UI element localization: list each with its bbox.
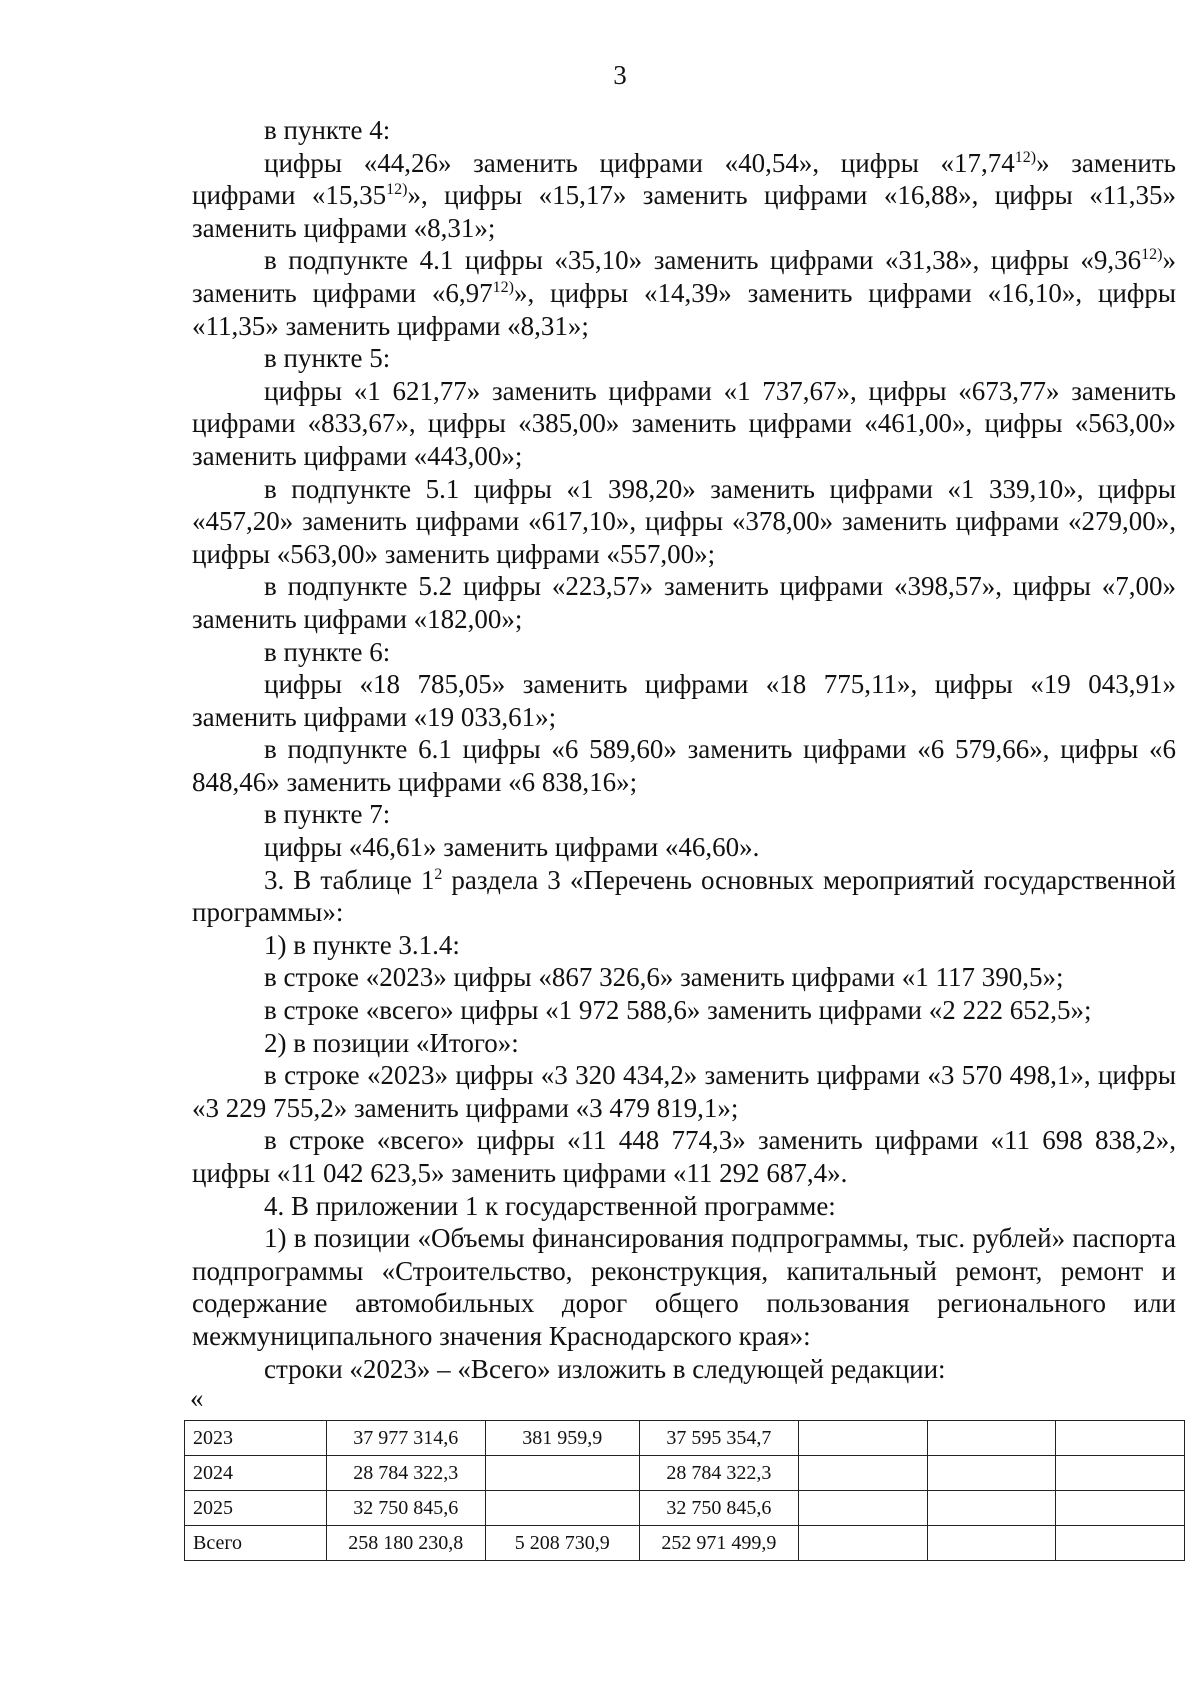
superscript: 2 (434, 865, 443, 883)
row-label-cell: 2024 (185, 1456, 327, 1491)
text-run: », цифры «14,39» заменить цифрами «16,10», цифры «11,35» заменить цифрами «8,31»; (192, 277, 1176, 341)
financing-table (184, 1420, 1185, 1561)
paragraph: 1) в пункте 3.1.4: (264, 929, 460, 960)
value-cell (1056, 1526, 1185, 1561)
text-run: 3. В таблице 1 (264, 864, 435, 895)
paragraph (192, 147, 1176, 245)
paragraph: цифры «46,61» заменить цифрами «46,60». (264, 832, 760, 863)
value-cell: 5 208 730,9 (485, 1526, 639, 1561)
value-cell: 37 595 354,7 (639, 1421, 798, 1456)
document-body (192, 114, 1176, 1385)
paragraph: в строке «всего» цифры «11 448 774,3» заменить цифрами «11 698 838,2», цифры «11 042 623,5» заменить цифрами «11 292 687,4». (192, 1125, 1176, 1188)
value-cell: 32 750 845,6 (639, 1491, 798, 1526)
value-cell (1056, 1421, 1185, 1456)
value-cell (798, 1491, 927, 1526)
value-cell (927, 1491, 1056, 1526)
paragraph: в пункте 6: (264, 636, 391, 667)
table-row (185, 1526, 1185, 1561)
value-cell (798, 1421, 927, 1456)
value-cell: 32 750 845,6 (326, 1491, 485, 1526)
value-cell: 28 784 322,3 (639, 1456, 798, 1491)
paragraph: в пункте 4: (264, 115, 391, 145)
row-label-cell: Всего (185, 1526, 327, 1561)
table-row (185, 1491, 1185, 1526)
value-cell: 258 180 230,8 (326, 1526, 485, 1561)
table-row (185, 1421, 1185, 1456)
paragraph: цифры «18 785,05» заменить цифрами «18 775,11», цифры «19 043,91» заменить цифрами «19 033,61»; (192, 669, 1176, 732)
paragraph: в строке «2023» цифры «867 326,6» заменить цифрами «1 117 390,5»; (264, 962, 1064, 993)
paragraph: 2) в позиции «Итого»: (264, 1027, 519, 1058)
row-label-cell: 2025 (185, 1491, 327, 1526)
paragraph: 4. В приложении 1 к государственной программе: (264, 1190, 836, 1221)
paragraph: 1) в позиции «Объемы финансирования подпрограммы, тыс. рублей» паспорта подпрограммы «Строительство, реконструкция, капитальный ремонт, ремонт и содержание автомобильных дорог общего пользования регионального или межмуниципального значения Краснодарского края»: (192, 1223, 1176, 1351)
value-cell (485, 1456, 639, 1491)
value-cell (1056, 1491, 1185, 1526)
paragraph: в пункте 5: (264, 343, 391, 374)
text-run: », цифры «15,17» заменить цифрами «16,88», цифры «11,35» заменить цифрами «8,31»; (192, 180, 1176, 243)
paragraph: в подпункте 6.1 цифры «6 589,60» заменить цифрами «6 579,66», цифры «6 848,46» заменить цифрами «6 838,16»; (192, 734, 1176, 797)
superscript: 12) (492, 278, 514, 296)
opening-quote-mark: « (190, 1383, 204, 1413)
text-run: » заменить цифрами «15,35 (192, 147, 1176, 211)
paragraph: в подпункте 5.2 цифры «223,57» заменить цифрами «398,57», цифры «7,00» заменить цифрами «182,00»; (192, 571, 1176, 634)
value-cell (485, 1491, 639, 1526)
text-run: в подпункте 4.1 цифры «35,10» заменить цифрами «31,38», цифры «9,36 (264, 245, 1142, 276)
paragraph (192, 244, 1176, 342)
value-cell: 28 784 322,3 (326, 1456, 485, 1491)
page-number: 3 (613, 60, 627, 90)
paragraph: в строке «2023» цифры «3 320 434,2» заменить цифрами «3 570 498,1», цифры «3 229 755,2» заменить цифрами «3 479 819,1»; (192, 1060, 1176, 1123)
paragraph: в строке «всего» цифры «1 972 588,6» заменить цифрами «2 222 652,5»; (264, 995, 1092, 1026)
value-cell (927, 1526, 1056, 1561)
paragraph: строки «2023» – «Всего» изложить в следующей редакции: (264, 1353, 946, 1384)
text-run: раздела 3 «Перечень основных мероприятий государственной программы»: (192, 864, 1176, 928)
value-cell (1056, 1456, 1185, 1491)
superscript: 12) (1014, 148, 1037, 166)
value-cell: 252 971 499,9 (639, 1526, 798, 1561)
text-run: цифры «44,26» заменить цифрами «40,54», цифры «17,74 (264, 147, 1015, 178)
paragraph: в подпункте 5.1 цифры «1 398,20» заменить цифрами «1 339,10», цифры «457,20» заменить цифрами «617,10», цифры «378,00» заменить цифрами «279,00», цифры «563,00» заменить цифрами «557,00»; (192, 473, 1176, 569)
value-cell (927, 1456, 1056, 1491)
value-cell (798, 1526, 927, 1561)
text-run: » заменить цифрами «6,97 (192, 245, 1176, 308)
superscript: 12) (1141, 246, 1163, 264)
value-cell: 381 959,9 (485, 1421, 639, 1456)
value-cell (798, 1456, 927, 1491)
superscript: 12) (386, 181, 408, 199)
paragraph: цифры «1 621,77» заменить цифрами «1 737,67», цифры «673,77» заменить цифрами «833,67», цифры «385,00» заменить цифрами «461,00», цифры «563,00» заменить цифрами «443,00»; (192, 375, 1176, 471)
paragraph (192, 864, 1176, 929)
row-label-cell: 2023 (185, 1421, 327, 1456)
paragraph: в пункте 7: (264, 799, 391, 830)
value-cell (927, 1421, 1056, 1456)
table-row (185, 1456, 1185, 1491)
value-cell: 37 977 314,6 (326, 1421, 485, 1456)
